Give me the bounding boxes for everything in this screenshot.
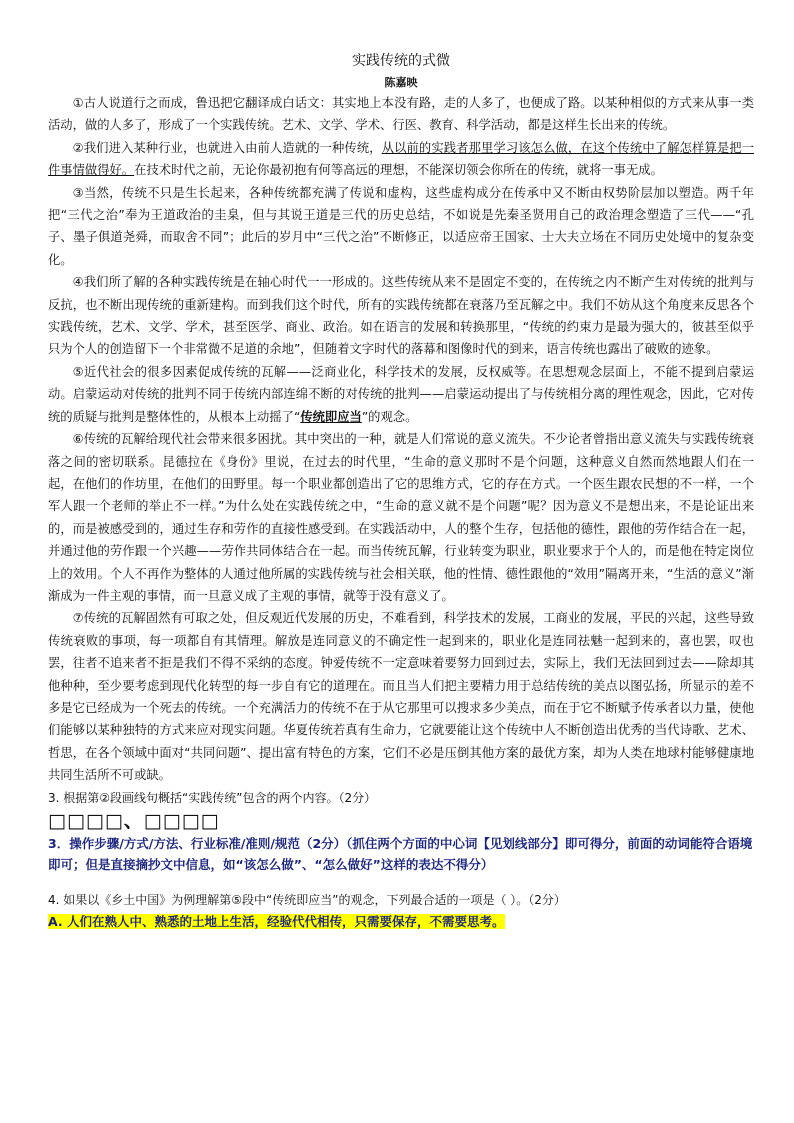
- article-author: 陈嘉映: [384, 76, 418, 89]
- paragraph-4: ④我们所了解的各种实践传统是在轴心时代一一形成的。这些传统从来不是固定不变的，在传统之内不断产生对传统的批判与反抗，也不断出现传统的重新建构。而到我们这个时代，所有的实践传统都在衰落乃至瓦解之中。我们不妨从这个角度来反思各个实践传统，艺术、文学、学术，甚至医学、商业、政治。如在语言的发展和转换那里，“传统的约束力是最为强大的，彼甚至似乎只为个人的创造留下一个非常微不足道的余地”，但随着文字时代的落幕和图像时代的到来，语言传统也露出了破败的迹象。: [48, 275, 754, 357]
- paragraph-5: [48, 361, 754, 428]
- article-title: 实践传统的式微: [352, 53, 450, 69]
- paragraph-3: ③当然，传统不只是生长起来，各种传统都充满了传说和虚构，这些虚构成分在传承中又不断由权势阶层加以塑造。两千年把“三代之治”奉为王道政治的圭臬，但与其说王道是三代的历史总结，不如说是先秦圣贤用自己的政治理念塑造了三代——“孔子、墨子俱道尧舜，而取舍不同”；此后的岁月中“三代之治”不断修正，以适应帝王国家、士大夫立场在不同历史处境中的复杂变化。: [48, 185, 754, 267]
- spacer: [48, 875, 754, 889]
- paragraph-1: ①古人说道行之而成，鲁迅把它翻译成白话文：其实地上本没有路，走的人多了，也便成了路。以某种相似的方式来从事一类活动，做的人多了，形成了一个实践传统。艺术、文学、学术、行医、教育、科学活动，都是这样生长出来的传统。: [48, 96, 754, 133]
- question-4-option-a: A. 人们在熟人中、熟悉的土地上生活，经验代代相传，只需要保存，不需要思考。: [48, 913, 505, 929]
- underlined-phrase: 传统即应当: [300, 409, 362, 424]
- paragraph-7: ⑦传统的瓦解固然有可取之处，但反观近代发展的历史，不难看到，科学技术的发展，工商业的发展，平民的兴起，这些导致传统衰败的事项，每一项都自有其情理。解放是连同意义的不确定性一起到来的，职业化是连同祛魅一起到来的，喜也罢，叹也罢，往者不追来者不拒是我们不得不采纳的态度。钟爱传统不一定意味着要努力回到过去，实际上，我们无法回到过去——除却其他种种，至少要考虑到现代化转型的每一步自有它的道理在。而且当人们把主要精力用于总结传统的美点以图弘扬，所显示的差不多是它已经成为一个死去的传统。一个充满活力的传统不在于从它那里可以搜求多少美点，而在于它不断赋予传承者以力量，使他们能够以某种独特的方式来应对现实问题。华夏传统若真有生命力，它就要能让这个传统中人不断创造出优秀的当代诗歌、艺术、哲思，在各个领域中面对“共同问题”、提出富有特色的方案，它们不必是压倒其他方案的最优方案，却为人类在地球村能够健康地共同生活所不可或缺。: [48, 611, 754, 783]
- document-page: [48, 50, 754, 933]
- paragraph-2: [48, 137, 754, 182]
- question-4-option-row: [48, 911, 754, 933]
- paragraph-2-text-a: ②我们进入某种行业，也就进入由前人造就的一种传统，: [72, 140, 382, 155]
- question-4: 4. 如果以《乡土中国》为例理解第⑤段中“传统即应当”的观念，下列最合适的一项是（ ）。（2分）: [48, 892, 566, 907]
- answer-boxes: □□□□、□□□□: [48, 809, 220, 832]
- paragraph-5-text-a: ⑤近代社会的很多因素促成传统的瓦解——泛商业化，科学技术的发展，反权威等。在思想观念层面上，不能不提到启蒙运动。启蒙运动对传统的批判不同于传统内部连绵不断的对传统的批判——启蒙运动提出了与传统相分离的理性观念，因此，它对传统的质疑与批判是整体性的，从根本上动摇了“: [48, 364, 754, 424]
- paragraph-5-text-c: ”的观念。: [361, 409, 418, 424]
- question-3-answer: 3．操作步骤/方式/方法、行业标准/准则/规范（2分）（抓住两个方面的中心词【见划线部分】即可得分，前面的动词能符合语境即可；但是直接摘抄文中信息，如“该怎么做”、“怎么做好”这样的表达不得分）: [48, 835, 753, 872]
- paragraph-2-text-c: 在技术时代之前，无论你最初抱有何等高远的理想，不能深切领会你所在的传统，就将一事无成。: [134, 163, 663, 178]
- paragraph-6: ⑥传统的瓦解给现代社会带来很多困扰。其中突出的一种，就是人们常说的意义流失。不少论者曾指出意义流失与实践传统衰落之间的密切联系。昆德拉在《身份》里说，在过去的时代里，“生命的意义那时不是个问题，这种意义自然而然地跟人们在一起，在他们的作坊里，在他们的田野里。每一个职业都创造出了它的思维方式，它的存在方式。一个医生跟农民想的不一样，一个军人跟一个老师的举止不一样。”为什么处在实践传统之中，“生命的意义就不是个问题”呢？因为意义不是想出来，不是论证出来的，而是被感受到的，通过生存和劳作的直接性感受到。在实践活动中，人的整个生存，包括他的德性，跟他的劳作结合在一起，并通过他的劳作跟一个兴趣——劳作共同体结合在一起。而当传统瓦解，行业转变为职业，职业要求于个人的，而是他在特定岗位上的效用。个人不再作为整体的人通过他所属的实践传统与社会相关联，他的性情、德性跟他的“效用”隔离开来，“生活的意义”渐渐成为一件主观的事情，而一旦意义成了主观的事情，就等于没有意义了。: [48, 432, 754, 603]
- underlined-sentence: 从以前的实践者那里学习该怎么做，在这个传统中了解怎样算是把一件事情做得好。: [48, 140, 754, 178]
- question-3: 3. 根据第②段画线句概括“实践传统”包含的两个内容。（2分）: [48, 790, 377, 805]
